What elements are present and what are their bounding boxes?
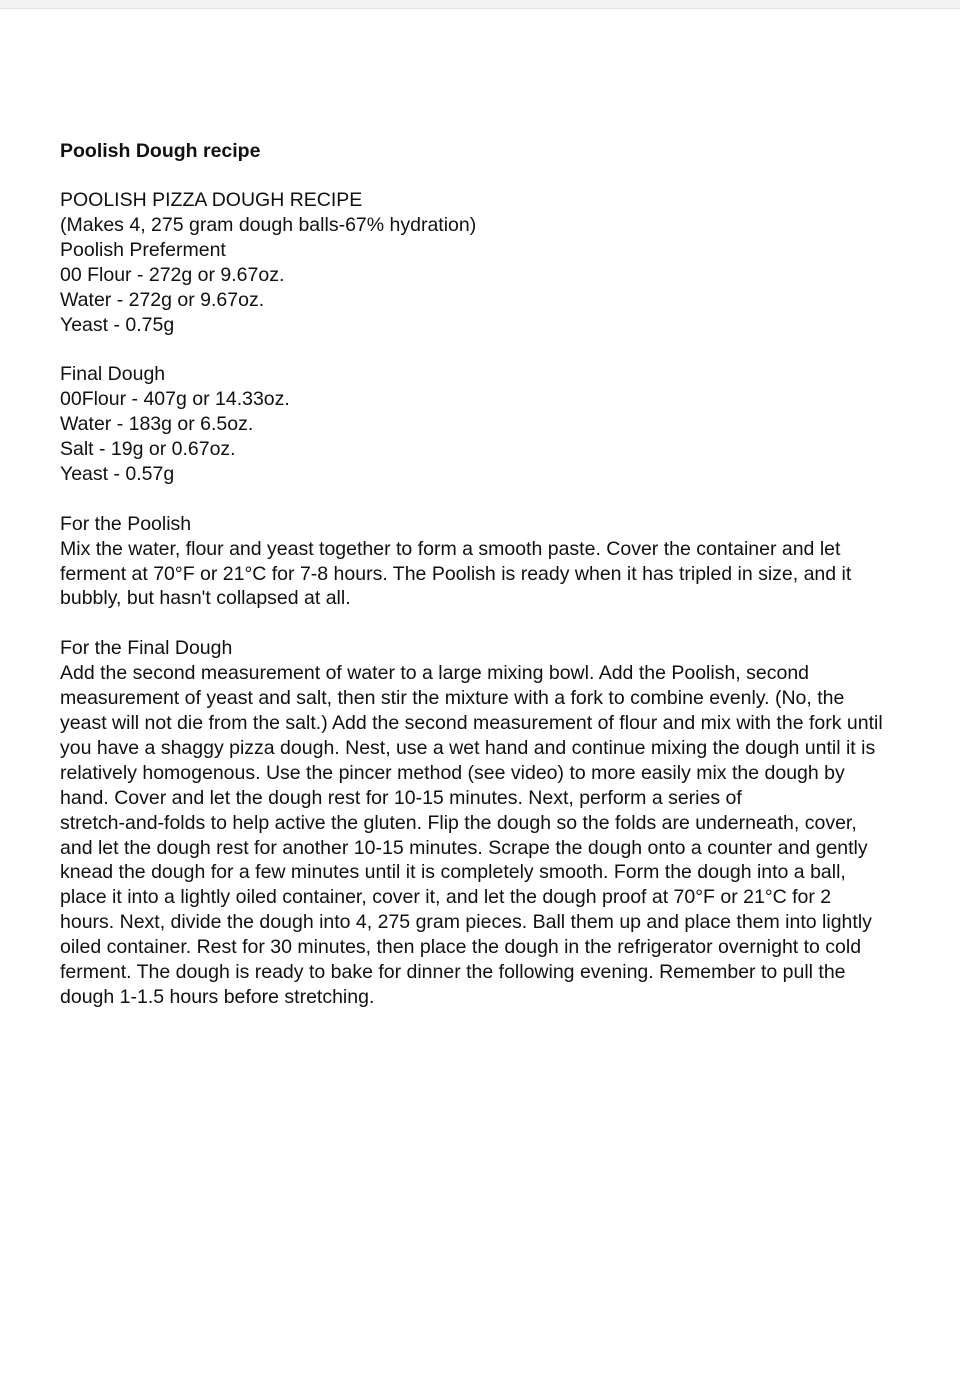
- preferment-heading: Poolish Preferment: [60, 238, 226, 261]
- final-dough-instructions-heading: For the Final Dough: [60, 637, 233, 660]
- ingredient-line: Salt - 19g or 0.67oz.: [60, 438, 236, 461]
- final-dough-instructions: [60, 636, 922, 1010]
- instruction-line: Mix the water, flour and yeast together to form a smooth paste. Cover the container and let: [60, 537, 841, 560]
- instruction-line: Add the second measurement of water to a large mixing bowl. Add the Poolish, second: [60, 662, 810, 685]
- page-top-edge: [0, 0, 960, 9]
- ingredient-line: 00 Flour - 272g or 9.67oz.: [60, 263, 285, 286]
- ingredient-line: Yeast - 0.57g: [60, 462, 175, 485]
- instruction-line: bubbly, but hasn't collapsed at all.: [60, 587, 351, 610]
- ingredient-line: Water - 183g or 6.5oz.: [60, 413, 254, 436]
- instruction-line: place it into a lightly oiled container, cover it, and let the dough proof at 70°F or 21°C for 2: [60, 886, 832, 909]
- ingredient-line: Yeast - 0.75g: [60, 313, 175, 336]
- final-dough-section: [60, 362, 922, 487]
- recipe-yield: (Makes 4, 275 gram dough balls-67% hydration): [60, 213, 477, 236]
- instruction-line: hand. Cover and let the dough rest for 10-15 minutes. Next, perform a series of: [60, 786, 742, 809]
- document-title: Poolish Dough recipe: [60, 140, 261, 162]
- instruction-line: relatively homogenous. Use the pincer method (see video) to more easily mix the dough by: [60, 761, 845, 784]
- instruction-line: you have a shaggy pizza dough. Nest, use a wet hand and continue mixing the dough until it is: [60, 736, 876, 759]
- poolish-instructions-heading: For the Poolish: [60, 512, 192, 535]
- instruction-line: hours. Next, divide the dough into 4, 275 gram pieces. Ball them up and place them into lightly: [60, 911, 872, 934]
- recipe-heading: POOLISH PIZZA DOUGH RECIPE: [60, 189, 363, 211]
- instruction-line: ferment. The dough is ready to bake for dinner the following evening. Remember to pull the: [60, 961, 846, 984]
- poolish-instructions: [60, 512, 922, 612]
- instruction-line: and let the dough rest for another 10-15 minutes. Scrape the dough onto a counter and gently: [60, 836, 868, 859]
- instruction-line: oiled container. Rest for 30 minutes, then place the dough in the refrigerator overnight to cold: [60, 936, 862, 959]
- final-dough-heading: Final Dough: [60, 363, 166, 386]
- instruction-line: yeast will not die from the salt.) Add the second measurement of flour and mix with the fork until: [60, 711, 883, 734]
- recipe-section: [60, 188, 922, 337]
- instruction-line: stretch-and-folds to help active the gluten. Flip the dough so the folds are underneath, cover,: [60, 811, 857, 834]
- instruction-line: ferment at 70°F or 21°C for 7-8 hours. The Poolish is ready when it has tripled in size, and it: [60, 562, 852, 585]
- instruction-line: measurement of yeast and salt, then stir the mixture with a fork to combine evenly. (No, the: [60, 687, 845, 710]
- ingredient-line: 00Flour - 407g or 14.33oz.: [60, 388, 290, 411]
- instruction-line: dough 1-1.5 hours before stretching.: [60, 985, 375, 1008]
- document-page: [60, 138, 922, 1035]
- ingredient-line: Water - 272g or 9.67oz.: [60, 288, 265, 311]
- instruction-line: knead the dough for a few minutes until it is completely smooth. Form the dough into a ball,: [60, 861, 846, 884]
